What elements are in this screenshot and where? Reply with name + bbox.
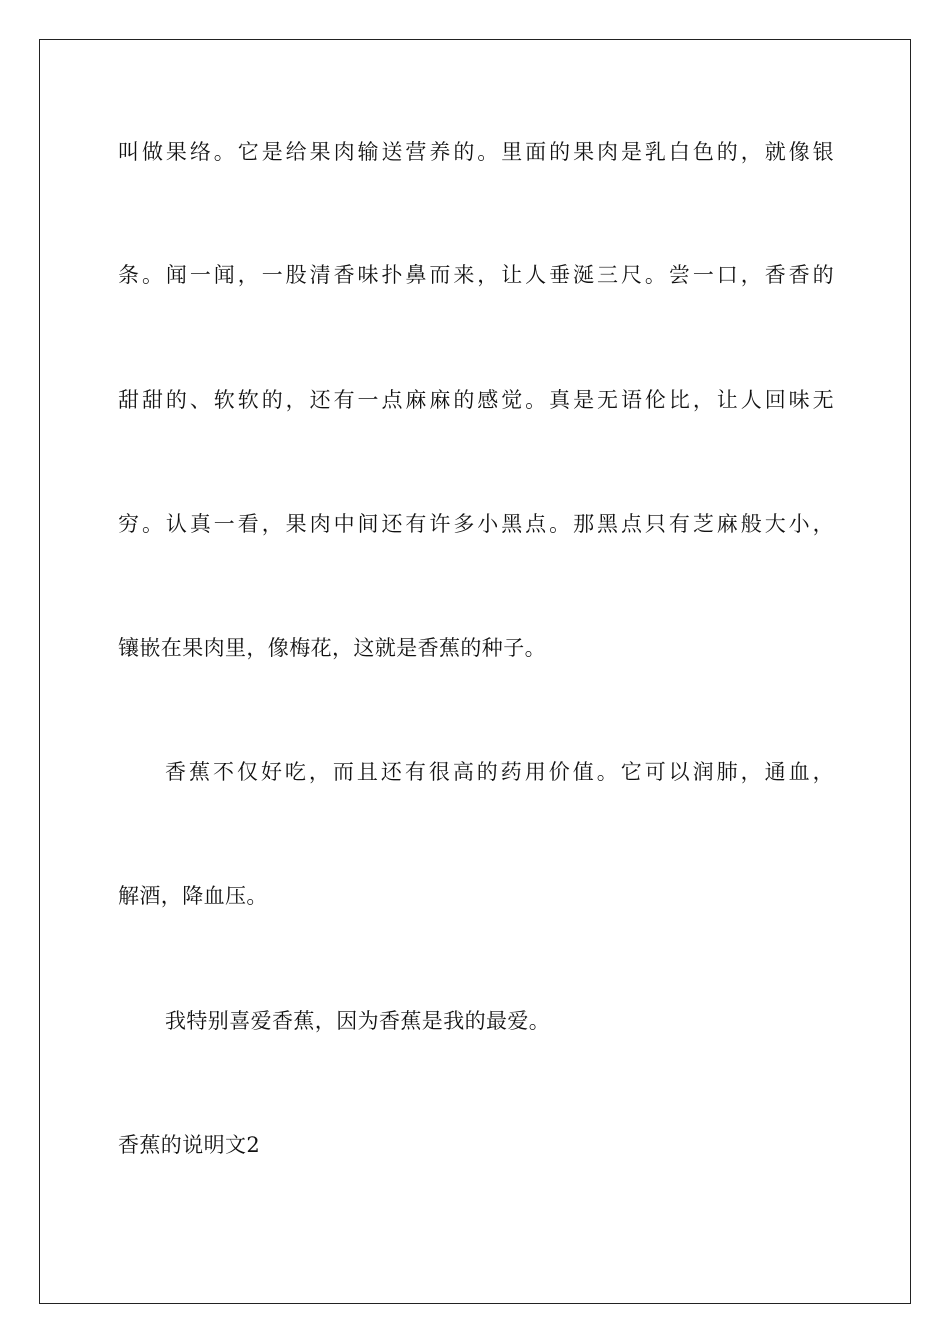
paragraph-line-3: 甜甜的、软软的，还有一点麻麻的感觉。真是无语伦比，让人回味无 <box>118 388 834 412</box>
paragraph-line-6: 香蕉不仅好吃，而且还有很高的药用价值。它可以润肺，通血， <box>165 760 834 784</box>
paragraph-line-7: 解酒，降血压。 <box>118 884 268 908</box>
paragraph-line-2: 条。闻一闻，一股清香味扑鼻而来，让人垂涎三尺。尝一口，香香的 <box>118 263 834 287</box>
paragraph-line-8: 我特别喜爱香蕉，因为香蕉是我的最爱。 <box>165 1009 551 1033</box>
section-heading: 香蕉的说明文2 <box>118 1133 261 1157</box>
paragraph-line-1: 叫做果络。它是给果肉输送营养的。里面的果肉是乳白色的，就像银 <box>118 140 834 164</box>
paragraph-line-4: 穷。认真一看，果肉中间还有许多小黑点。那黑点只有芝麻般大小， <box>118 512 834 536</box>
page-border <box>39 39 911 1304</box>
paragraph-line-5: 镶嵌在果肉里，像梅花，这就是香蕉的种子。 <box>118 636 546 660</box>
